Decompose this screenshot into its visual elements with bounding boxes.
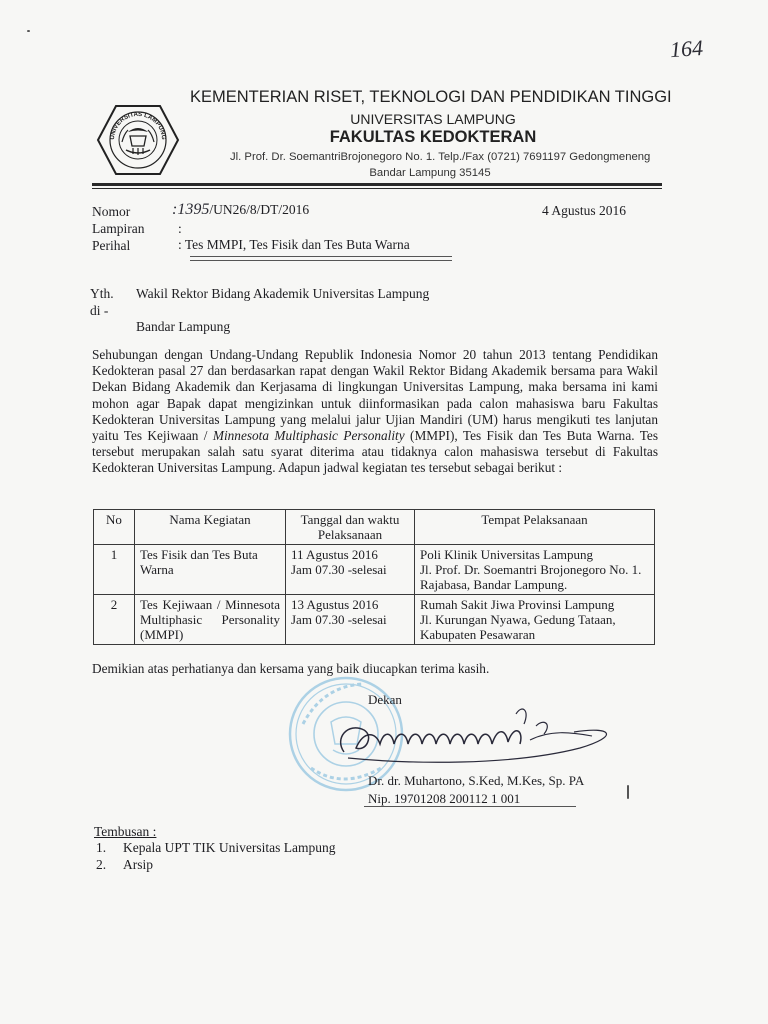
row-kegiatan: Tes Kejiwaan / Minnesota Multiphasic Personality (MMPI) bbox=[135, 595, 286, 645]
lampiran-value: : bbox=[178, 221, 182, 236]
row-place-name: Poli Klinik Universitas Lampung bbox=[420, 547, 593, 562]
scan-mark bbox=[627, 785, 629, 799]
header-kegiatan: Nama Kegiatan bbox=[135, 510, 286, 545]
body-text-part-1: Sehubungan dengan Undang-Undang Republik Indonesia Nomor 20 tahun 2013 tentang Pendidikan Kedokteran pasal 27 dan berdasarkan rapat dengan Wakil Rektor Bidang Akademik bersama para Wakil Dekan Bidang Akademik dan Kerjasama di lingkungan Universitas Lampung, maka bersama ini kami mohon agar Bapak dapat mengizinkan untuk diinformasikan pada calon mahasiswa baru Fakultas Kedokteran Universitas Lampung yang melalui jalur Ujian Mandiri (UM) harus mengikuti tes lanjutan yaitu Tes Kejiwaan / bbox=[92, 347, 658, 444]
row-time: Jam 07.30 -selesai bbox=[291, 612, 387, 627]
tembusan-title: Tembusan : bbox=[94, 824, 157, 839]
header-tanggal: Tanggal dan waktu Pelaksanaan bbox=[286, 510, 415, 545]
signature bbox=[330, 700, 630, 770]
row-kegiatan: Tes Fisik dan Tes Buta Warna bbox=[135, 545, 286, 595]
lampiran-label: Lampiran bbox=[92, 221, 145, 236]
row-tanggal bbox=[286, 595, 415, 645]
row-date: 11 Agustus 2016 bbox=[291, 547, 378, 562]
table-row bbox=[94, 545, 655, 595]
perihal-double-underline bbox=[190, 256, 452, 261]
tembusan-item-text: Kepala UPT TIK Universitas Lampung bbox=[123, 840, 336, 855]
row-place-name: Rumah Sakit Jiwa Provinsi Lampung bbox=[420, 597, 615, 612]
tembusan-item-text: Arsip bbox=[123, 857, 153, 872]
tembusan-item-number: 1. bbox=[96, 840, 107, 855]
signatory-nip: Nip. 19701208 200112 1 001 bbox=[368, 791, 521, 806]
tembusan-item-number: 2. bbox=[96, 857, 107, 872]
signatory-title: Dekan bbox=[368, 692, 402, 707]
page-number-handwritten: 164 bbox=[669, 34, 704, 63]
nomor-printed: /UN26/8/DT/2016 bbox=[209, 202, 310, 217]
yth-label: Yth. bbox=[90, 286, 114, 301]
row-no: 1 bbox=[94, 545, 135, 595]
addressee-name: Wakil Rektor Bidang Akademik Universitas Lampung bbox=[136, 286, 430, 301]
letterhead-ministry: KEMENTERIAN RISET, TEKNOLOGI DAN PENDIDIKAN TINGGI bbox=[190, 88, 672, 106]
scan-speck bbox=[27, 30, 30, 32]
letterhead-city: Bandar Lampung 35145 bbox=[369, 167, 491, 179]
addressee-city: Bandar Lampung bbox=[136, 319, 231, 334]
header-tempat: Tempat Pelaksanaan bbox=[415, 510, 655, 545]
nomor-handwritten: :1395 bbox=[172, 201, 210, 218]
letterhead-rule-thin bbox=[92, 188, 662, 189]
row-place-address: Jl. Kurungan Nyawa, Gedung Tataan, Kabupaten Pesawaran bbox=[420, 612, 616, 642]
row-tanggal bbox=[286, 545, 415, 595]
letter-date: 4 Agustus 2016 bbox=[542, 203, 627, 218]
row-time: Jam 07.30 -selesai bbox=[291, 562, 387, 577]
table-row bbox=[94, 595, 655, 645]
body-text-italic: Minnesota Multiphasic Personality bbox=[212, 428, 405, 444]
schedule-table bbox=[93, 509, 655, 645]
logo-text: UNIVERSITAS LAMPUNG bbox=[108, 110, 168, 140]
university-logo bbox=[92, 98, 184, 182]
perihal-value: : Tes MMPI, Tes Fisik dan Tes Buta Warna bbox=[178, 237, 410, 252]
body-text-part-2: (MMPI), Tes Fisik dan Tes Buta Warna. Tes tersebut merupakan salah satu syarat diterima atau tidaknya calon mahasiswa tersebut di Fakultas Kedokteran Universitas Lampung. Adapun jadwal kegiatan tes tersebut sebagai berikut : bbox=[92, 428, 658, 476]
di-label: di - bbox=[90, 303, 109, 318]
table-header-row bbox=[94, 510, 655, 545]
letterhead-university: UNIVERSITAS LAMPUNG bbox=[350, 111, 516, 127]
letterhead-rule bbox=[92, 183, 662, 186]
row-tempat bbox=[415, 595, 655, 645]
letterhead-address: Jl. Prof. Dr. SoemantriBrojonegoro No. 1. Telp./Fax (0721) 7691197 Gedongmeneng bbox=[230, 151, 651, 163]
perihal-label: Perihal bbox=[92, 238, 131, 253]
letterhead-faculty: FAKULTAS KEDOKTERAN bbox=[329, 128, 537, 146]
header-no: No bbox=[94, 510, 135, 545]
tembusan-item bbox=[96, 840, 335, 856]
row-tempat bbox=[415, 545, 655, 595]
nomor-label: Nomor bbox=[92, 204, 131, 219]
row-place-address: Jl. Prof. Dr. Soemantri Brojonegoro No. 1. Rajabasa, Bandar Lampung. bbox=[420, 562, 642, 592]
tembusan-item bbox=[96, 857, 153, 873]
body-paragraph bbox=[92, 347, 658, 477]
closing-sentence: Demikian atas perhatianya dan kersama yang baik diucapkan terima kasih. bbox=[92, 661, 490, 676]
row-no: 2 bbox=[94, 595, 135, 645]
nomor-value bbox=[172, 201, 309, 219]
row-date: 13 Agustus 2016 bbox=[291, 597, 379, 612]
signatory-name: Dr. dr. Muhartono, S.Ked, M.Kes, Sp. PA bbox=[368, 773, 585, 788]
name-underline bbox=[364, 806, 576, 807]
